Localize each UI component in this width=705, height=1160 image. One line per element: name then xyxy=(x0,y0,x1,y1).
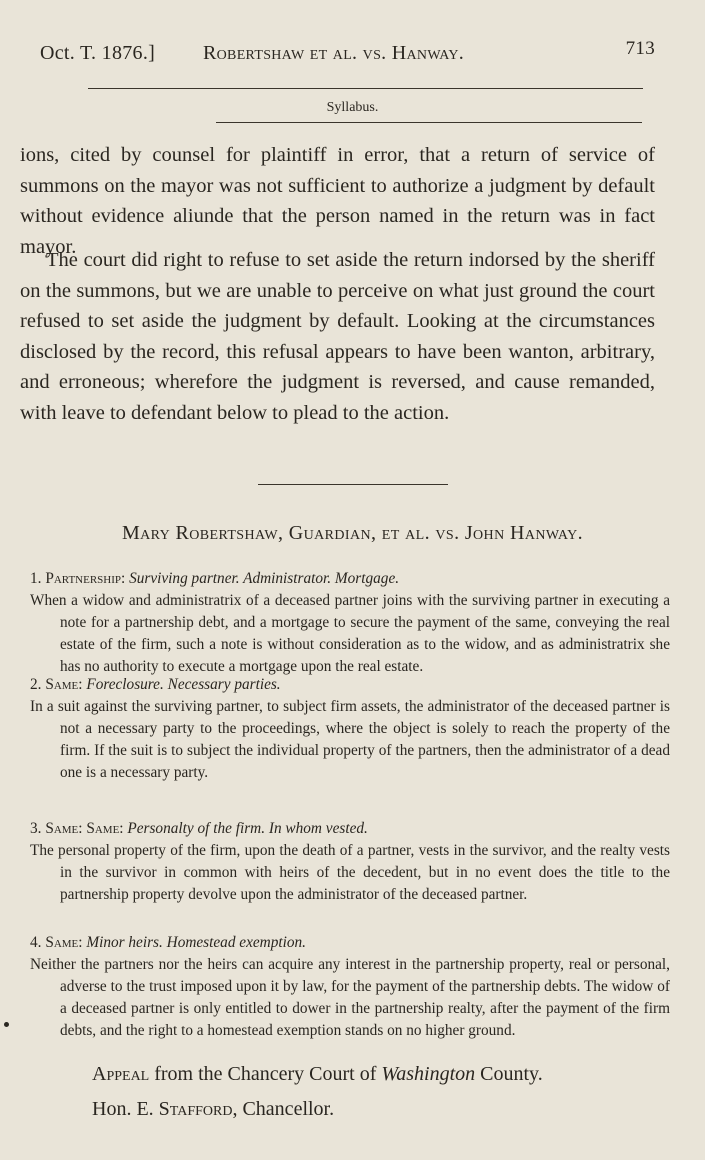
headnote-text: The personal property of the firm, upon the death of a partner, vests in the survivor, and the realty vests in the survivor in common with heirs of the decedent, but in no event does the title to the partnership property devolve upon the administrator of the deceased partner. xyxy=(30,842,670,903)
headnote-text: In a suit against the surviving partner, to subject firm assets, the administrator of the deceased partner is not a necessary party to the proceedings, where the object is solely to reach the property of the firm. If the suit is to subject the individual property of the partners, then the administrator of a dead one is a necessary party. xyxy=(30,698,670,781)
headnote-topics: Personalty of the firm. In whom vested. xyxy=(127,820,368,837)
appeal-statement xyxy=(92,1057,672,1127)
appeal-label: Appeal xyxy=(92,1063,150,1085)
page-number: 713 xyxy=(625,38,655,59)
headnote-number: 4. xyxy=(30,934,42,951)
headnote-topics: Minor heirs. Homestead exemption. xyxy=(86,934,306,951)
header-rule xyxy=(88,88,643,89)
section-label: Syllabus. xyxy=(326,100,379,115)
running-title: Robertshaw et al. vs. Hanway. xyxy=(203,42,465,64)
judge-prefix: Hon. E. xyxy=(92,1098,154,1120)
headnote-text: When a widow and administratrix of a deceased partner joins with the surviving partner in executing a note for a partnership debt, and a mortgage to secure the payment of the same, conveying the real estate of the firm, such a note is without consideration as to the widow, and as administratrix she has no authority to execute a mortgage upon the real estate. xyxy=(30,592,670,675)
headnote-number: 1. xyxy=(30,570,42,587)
case-separator-rule xyxy=(258,484,448,485)
headnote-2 xyxy=(30,674,670,784)
headnote-subject: Same: Same: xyxy=(45,820,124,837)
appeal-court: from the Chancery Court of xyxy=(154,1063,377,1085)
headnote-subject: Same: xyxy=(45,676,83,693)
headnote-text: Neither the partners nor the heirs can acquire any interest in the partnership property, real or personal, adverse to the trust imposed upon it by law, for the payment of the partnership debts. The widow of a deceased partner is only entitled to dower in the partnership realty, after the payment of the firm debts, and the right to a homestead exemption stands on no higher ground. xyxy=(30,956,670,1039)
headnote-number: 2. xyxy=(30,676,42,693)
opinion-paragraph-1-text: ions, cited by counsel for plaintiff in error, that a return of service of summons on the mayor was not sufficient to authorize a judgment by default without evidence aliunde that the person named in the return was in fact mayor. xyxy=(20,144,655,258)
section-rule xyxy=(216,122,642,123)
headnote-1 xyxy=(30,568,670,678)
judge-name: Stafford, xyxy=(158,1098,238,1120)
appeal-line-1 xyxy=(92,1057,672,1092)
headnote-subject: Same: xyxy=(45,934,83,951)
headnote-topics: Foreclosure. Necessary parties. xyxy=(86,676,281,693)
opinion-paragraph-2 xyxy=(20,245,655,428)
appeal-line-2 xyxy=(92,1092,672,1127)
term-label: Oct. T. 1876.] xyxy=(40,42,156,64)
appeal-county-suffix: County. xyxy=(480,1063,543,1085)
headnote-subject: Partnership: xyxy=(45,570,126,587)
appeal-county: Washington xyxy=(381,1063,476,1085)
headnote-topics: Surviving partner. Administrator. Mortgage. xyxy=(129,570,400,587)
judge-title: Chancellor. xyxy=(242,1098,335,1120)
margin-ink-mark xyxy=(4,1022,9,1027)
headnote-3 xyxy=(30,818,670,906)
opinion-paragraph-1 xyxy=(20,140,655,262)
case-title: Mary Robertshaw, Guardian, et al. vs. John Hanway. xyxy=(121,522,584,544)
opinion-paragraph-2-text: The court did right to refuse to set aside the return indorsed by the sheriff on the summons, but we are unable to perceive on what just ground the court refused to set aside the judgment by default. Looking at the circumstances disclosed by the record, this refusal appears to have been wanton, arbitrary, and erroneous; wherefore the judgment is reversed, and cause remanded, with leave to defendant below to plead to the action. xyxy=(20,249,655,424)
headnote-number: 3. xyxy=(30,820,42,837)
headnote-4 xyxy=(30,932,670,1042)
